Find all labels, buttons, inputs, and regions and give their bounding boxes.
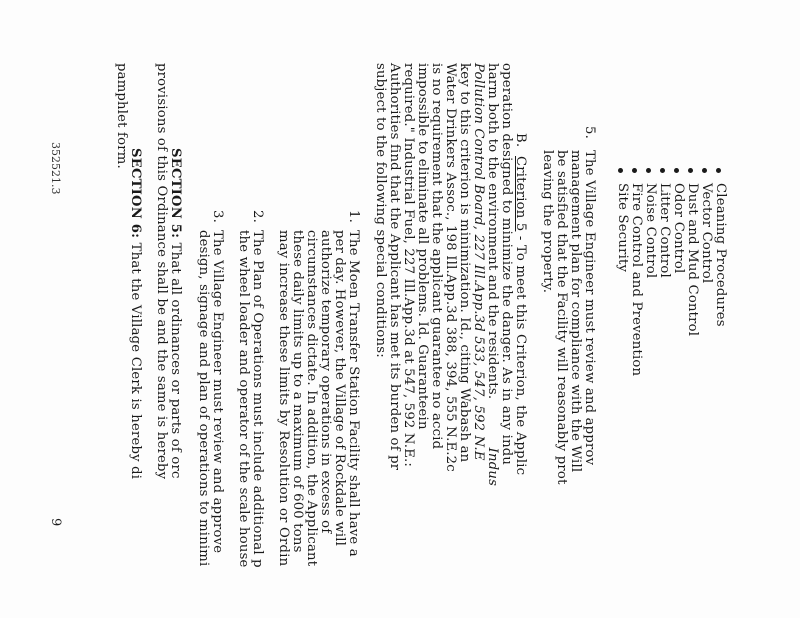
bullet-marker <box>660 168 665 173</box>
criterion-label: B. <box>513 133 528 148</box>
condition-number: 3. <box>210 210 225 223</box>
document-id-footer: 352521.3 <box>49 142 62 195</box>
condition-line: the wheel loader and operator of the scale house <box>236 230 251 568</box>
criterion-heading: Criterion 5 <box>513 156 528 232</box>
bullet-marker <box>716 168 721 173</box>
section-5-line: provisions of this Ordinance shall be and the same is hereby <box>154 63 169 480</box>
condition-line: The Village Engineer must review and approve <box>210 230 225 554</box>
bullet-item: Litter Control <box>657 183 672 278</box>
bullet-marker <box>646 168 651 173</box>
criterion-first-line-text: - To meet this Criterion, the Applic <box>513 231 528 476</box>
item-line: be satisfied that the Facility will reasonably prot <box>554 150 569 485</box>
criterion-line <box>486 63 499 486</box>
item-line: The Village Engineer must review and approv <box>582 150 597 466</box>
bullet-marker <box>632 168 637 173</box>
section-6-first-line-text: That the Village Clerk is hereby di <box>128 238 143 480</box>
condition-line: per day. However, the Village of Rockdale will <box>332 230 347 547</box>
section-5-heading: SECTION 5: <box>168 148 183 239</box>
condition-line: The Plan of Operations must include additional p <box>250 230 265 568</box>
item-line: leaving the property. <box>540 150 555 294</box>
bullet-item: Dust and Mud Control <box>685 183 700 337</box>
condition-number: 2. <box>250 210 265 223</box>
criterion-first-line <box>514 156 527 475</box>
criterion-line: is no requirement that the applicant guarantee no accid <box>429 63 444 450</box>
section-5-first-line <box>169 148 182 479</box>
condition-number: 1. <box>346 210 361 223</box>
bullet-item: Vector Control <box>699 183 714 284</box>
bullet-item: Site Security <box>615 183 630 273</box>
page-number: 9 <box>48 518 63 527</box>
criterion-line: impossible to eliminate all problems. Id. Guaranteein <box>415 63 430 430</box>
criterion-line: key to this criterion is minimization. Id., citing Wabash an <box>457 63 472 463</box>
criterion-line-text: harm both to the environment and the residents. <box>485 63 500 400</box>
condition-line: authorize temporary operations in excess of <box>318 230 333 534</box>
bullet-marker <box>702 168 707 173</box>
section-6-first-line <box>129 148 142 479</box>
bullet-item: Cleaning Procedures <box>713 183 728 327</box>
bullet-item: Noise Control <box>643 183 658 279</box>
section-6-heading: SECTION 6: <box>128 148 143 239</box>
criterion-line: operation designed to minimize the danger. As in any indu <box>499 63 514 466</box>
criterion-line: subject to the following special conditions: <box>373 63 388 358</box>
bullet-marker <box>618 168 623 173</box>
criterion-line: Water Drinkers Assoc., 198 Ill.App.3d 388, 394, 555 N.E.2c <box>443 63 458 472</box>
section-6-line: pamphlet form. <box>114 63 129 169</box>
bullet-item: Fire Control and Prevention <box>629 183 644 377</box>
item-number: 5. <box>582 126 597 139</box>
bullet-marker <box>688 168 693 173</box>
criterion-line: Authorities find that the Applicant has met its burden of pr <box>387 63 402 471</box>
criterion-line: Pollution Control Board, 227 Ill.App.3d 533, 547, 592 N.E <box>471 63 486 461</box>
condition-line: circumstances dictate. In addition, the Applicant <box>304 230 319 567</box>
criterion-line-tail: Indus <box>485 447 500 487</box>
condition-line: design, signage and plan of operations to minimi <box>196 230 211 567</box>
criterion-line: required." Industrial Fuel, 227 Ill.App.3d at 547, 592 N.E.: <box>401 63 416 468</box>
condition-line: these daily limits up to a maximum of 600 tons <box>290 230 305 553</box>
section-5-first-line-text: That all ordinances or parts of orc <box>168 238 183 479</box>
condition-line: The Moen Transfer Station Facility shall have a <box>346 230 361 557</box>
bullet-item: Odor Control <box>671 183 686 274</box>
item-line: management plan for compliance with the Will <box>568 150 583 473</box>
bullet-marker <box>674 168 679 173</box>
condition-line: may increase these limits by Resolution or Ordin <box>276 230 291 567</box>
